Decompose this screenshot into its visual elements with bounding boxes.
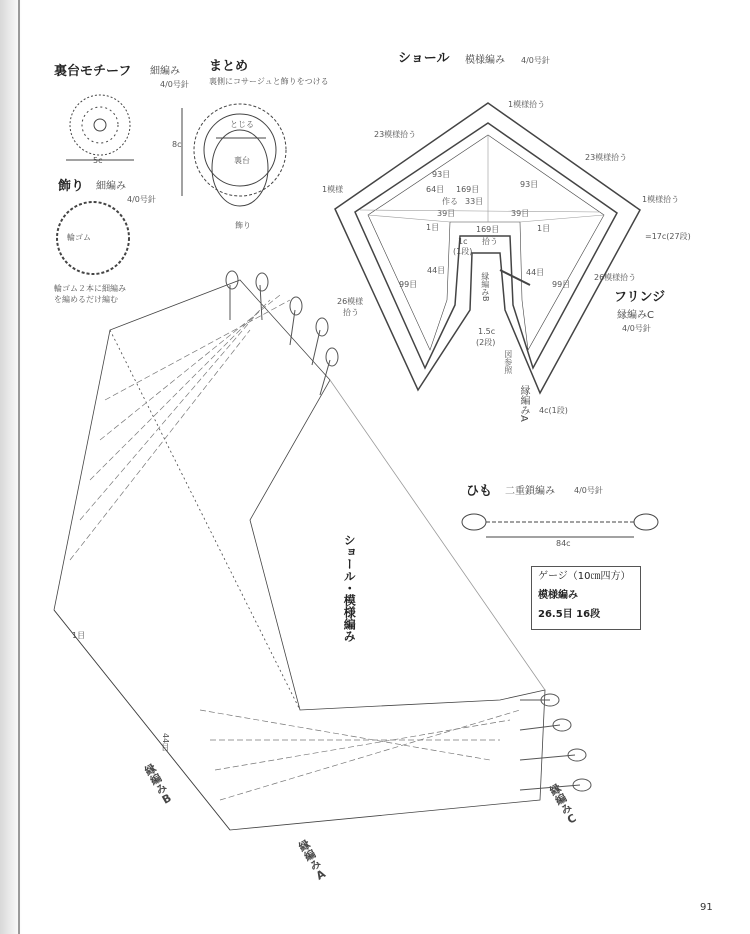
fringe-hook: 4/0号針: [622, 324, 651, 333]
decor-title: 飾り: [58, 179, 85, 194]
label-cm17: =17c(27段): [645, 232, 691, 241]
label-pick26-right: 26模様拾う: [594, 273, 637, 282]
page-number: 91: [700, 902, 713, 913]
matome-backing-label: 裏台: [234, 156, 250, 165]
himo-length: 84c: [556, 539, 571, 548]
label-m169-top: 169目: [456, 185, 480, 194]
label-pick23-left: 23模様拾う: [374, 130, 417, 139]
label-pick23-right: 23模様拾う: [585, 153, 628, 162]
label-m99-right: 99目: [552, 280, 571, 289]
label-see-chart: 図参照: [503, 350, 513, 374]
gauge-pattern: 模様編み: [538, 590, 578, 601]
label-m93-right: 93目: [520, 180, 539, 189]
shawl-title: ショール: [398, 51, 450, 66]
matome-decor-label: 飾り: [235, 221, 251, 230]
fringe-strands-top: [226, 271, 338, 395]
himo-stitch: 二重鎖編み: [505, 486, 555, 497]
decor-stitch: 細編み: [96, 181, 126, 192]
label-m93-left: 93目: [432, 170, 451, 179]
label-m39-left: 39目: [437, 209, 456, 218]
chart-edgeB: 縁編みB: [141, 761, 176, 808]
label-m44-right: 44目: [526, 268, 545, 277]
motif-stitch: 細編み: [150, 66, 180, 77]
chart-row-marker: 1目: [72, 631, 86, 640]
chart-rows: [70, 295, 520, 800]
fringe-strands-bottom: [520, 694, 591, 791]
label-m39-right: 39目: [511, 209, 530, 218]
decor-hook: 4/0号針: [127, 195, 156, 204]
chart-edgeA: 縁編みA: [295, 837, 330, 884]
shawl-arrow: [500, 270, 530, 285]
label-m33: 33目: [465, 197, 484, 206]
label-row1dan: (1段): [453, 247, 473, 256]
gauge-value: 26.5目 16段: [538, 609, 601, 620]
matome-title: まとめ: [209, 59, 249, 74]
label-m44-left: 44目: [427, 266, 446, 275]
motif-hook: 4/0号針: [160, 80, 189, 89]
label-edgeA-schematic: 縁編みA: [518, 385, 529, 422]
matome-flower-diagram: [182, 104, 286, 206]
label-edgeB-schematic: 縁編みB: [480, 272, 490, 302]
himo-title: ひも: [466, 484, 493, 499]
label-row1-right: 1目: [537, 224, 551, 233]
label-m64: 64目: [426, 185, 445, 194]
label-pick26-left: 26模様: [337, 297, 364, 306]
label-pick1-right: 1模様拾う: [642, 195, 680, 204]
label-cm15: 1.5c: [478, 327, 496, 336]
decor-ring-label: 輪ゴム: [67, 233, 91, 242]
label-row2dan: (2段): [476, 338, 496, 347]
decor-ring-diagram: [57, 202, 129, 274]
motif-width: 5c: [93, 156, 103, 165]
decor-note-1: 輪ゴム２本に細編み: [54, 284, 126, 293]
label-m99-left: 99目: [399, 280, 418, 289]
crochet-chart: [54, 280, 545, 830]
label-pick1-top: 1模様拾う: [508, 100, 546, 109]
decor-note-2: を編めるだけ編む: [54, 295, 118, 304]
label-make: 作る: [442, 197, 458, 206]
shawl-hook: 4/0号針: [521, 56, 550, 65]
motif-title: 裏台モチーフ: [54, 64, 132, 79]
himo-diagram: [462, 514, 658, 537]
matome-note: 裏側にコサージュと飾りをつける: [209, 77, 329, 86]
label-pick26-left2: 拾う: [343, 308, 359, 317]
matome-height: 8c: [172, 140, 182, 149]
chart-edgeC: 縁編みC: [546, 781, 581, 828]
fringe-stitch: 縁編みC: [617, 310, 654, 321]
motif-circle-diagram: [66, 95, 134, 160]
label-pick-mid: 拾う: [482, 237, 498, 246]
fringe-title: フリンジ: [614, 290, 666, 305]
label-one-pattern-left: 1模様: [322, 185, 344, 194]
chart-count44: 44目: [160, 733, 170, 752]
label-m169-mid: 169目: [476, 225, 500, 234]
shawl-stitch: 模様編み: [465, 55, 505, 66]
matome-close-label: とじる: [230, 120, 254, 129]
label-cm1c: 1c: [458, 237, 468, 246]
gauge-title: ゲージ（10㎝四方）: [538, 571, 631, 582]
label-cm4: 4c(1段): [539, 406, 568, 415]
chart-title: ショール・模様編み: [342, 534, 357, 642]
shawl-schematic: [335, 100, 640, 393]
label-row1-left: 1目: [426, 223, 440, 232]
himo-hook: 4/0号針: [574, 486, 603, 495]
